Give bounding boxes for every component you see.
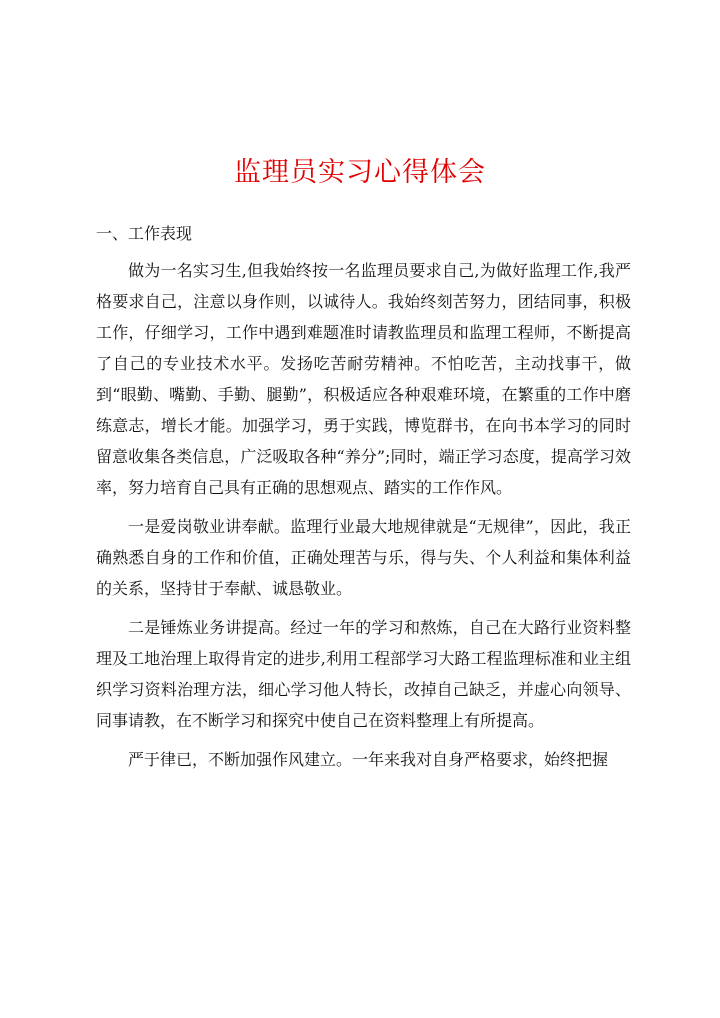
document-body [96,218,631,775]
paragraph-skill-improvement: 二是锤炼业务讲提高。经过一年的学习和熬炼，自己在大路行业资料整理及工地治理上取得肯定的进步,利用工程部学习大路工程监理标准和业主组织学习资料治理方法，细心学习他人特长，改掉自己缺乏，并虚心向领导、同事请教，在不断学习和探究中使自己在资料整理上有所提高。 [96,618,631,730]
document-title: 监理员实习心得体会 [234,157,486,188]
paragraph-dedication: 一是爱岗敬业讲奉献。监理行业最大地规律就是“无规律”，因此，我正确熟悉自身的工作和价值，正确处理苦与乐，得与失、个人利益和集体利益的关系，坚持甘于奉献、诚恳敬业。 [96,517,631,598]
paragraph-self-discipline: 严于律已，不断加强作风建立。一年来我对自身严格要求，始终把握 [128,750,609,769]
paragraph-work-attitude: 做为一名实习生,但我始终按一名监理员要求自己,为做好监理工作,我严格要求自己，注意以身作则，以诚待人。我始终刻苦努力，团结同事，积极工作，仔细学习，工作中遇到难题准时请教监理员和监理工程师，不断提高了自己的专业技术水平。发扬吃苦耐劳精神。不怕吃苦，主动找事干，做到“眼勤、嘴勤、手勤、腿勤”，积极适应各种艰难环境，在繁重的工作中磨练意志，增长才能。加强学习，勇于实践，博览群书，在向书本学习的同时留意收集各类信息，广泛吸取各种“养分”;同时，端正学习态度，提高学习效率，努力培育自己具有正确的思想观点、踏实的工作作风。 [96,261,631,497]
section-heading: 一、工作表现 [96,224,193,243]
